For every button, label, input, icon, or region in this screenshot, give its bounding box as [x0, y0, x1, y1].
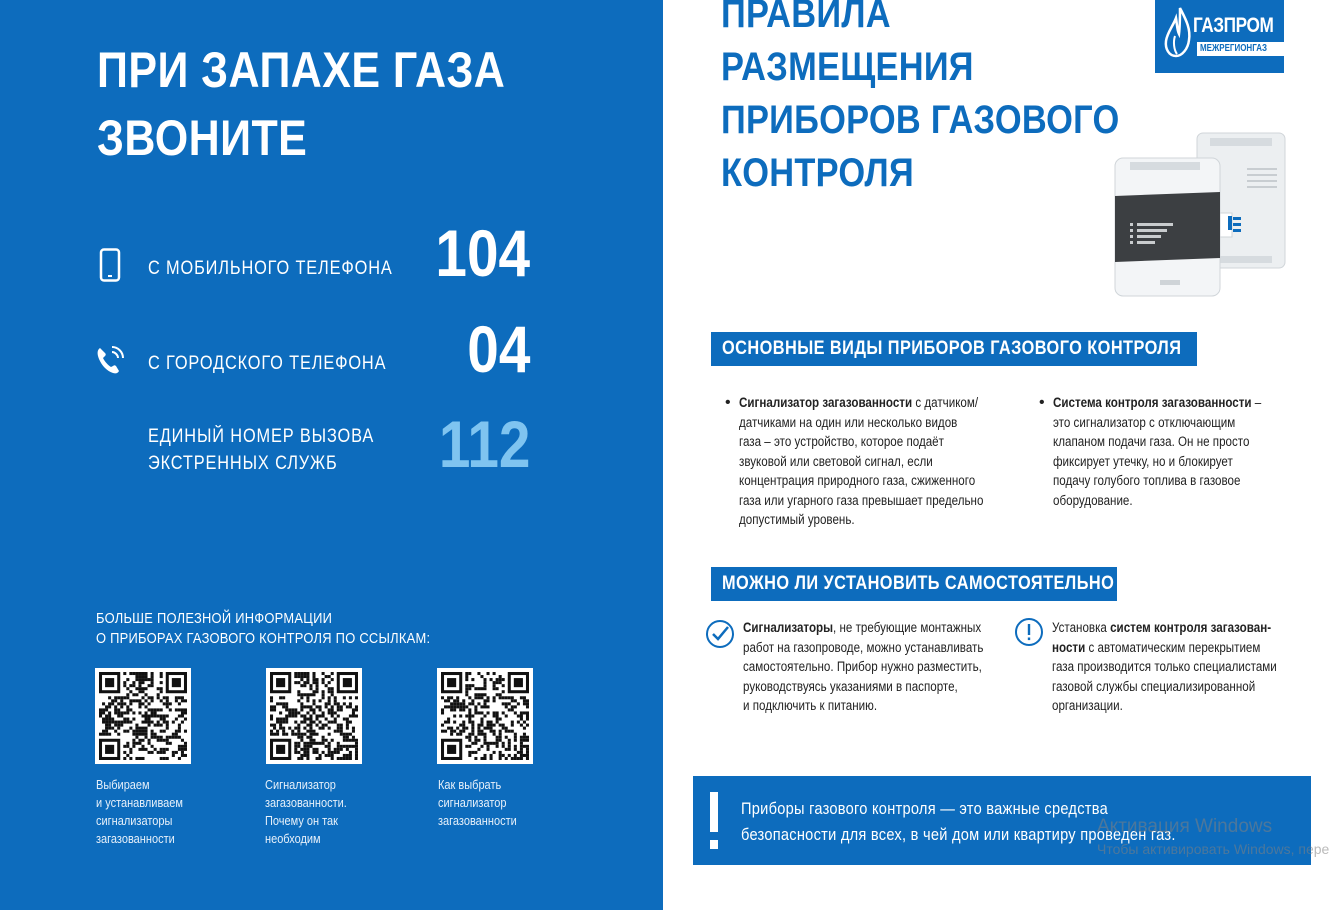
left-title-line2: ЗВОНИТЕ [97, 110, 308, 166]
qr-caption-3: Как выбрать сигнализатор загазованности [438, 778, 517, 828]
mobile-number: 104 [435, 216, 530, 290]
mobile-label: С МОБИЛЬНОГО ТЕЛЕФОНА [148, 258, 393, 279]
qr-code-3[interactable] [437, 668, 533, 764]
gazprom-logo [1155, 0, 1284, 73]
activation-title: Активация Windows [1097, 816, 1273, 837]
emergency-number: 112 [438, 407, 530, 481]
gas-detector-devices-illustration [1110, 128, 1290, 300]
qr-code-2[interactable] [266, 668, 362, 764]
exclamation-circle-icon [1014, 617, 1044, 647]
mobile-phone-icon [99, 248, 121, 282]
logo-sub: МЕЖРЕГИОНГАЗ [1197, 42, 1287, 56]
check-circle-icon [705, 619, 735, 649]
specialist-install-text: Установка систем контроля загазован- ности с автоматическим перекрытием газа производится только специалистами газовой службы специализированной организации. [1052, 620, 1277, 713]
landline-label: С ГОРОДСКОГО ТЕЛЕФОНА [148, 353, 387, 374]
qr-code-icon [441, 672, 529, 760]
qr-caption-1: Выбираем и устанавливаем сигнализаторы загазованности [96, 778, 183, 846]
section-types-heading: ОСНОВНЫЕ ВИДЫ ПРИБОРОВ ГАЗОВОГО КОНТРОЛЯ [711, 332, 1197, 366]
bullet-dot: • [1039, 394, 1045, 411]
windows-activation-watermark [1097, 816, 1341, 859]
notice-text: Приборы газового контроля — это важные средства безопасности для всех, в чей дом или квартиру проведен газ. [741, 799, 1176, 844]
section-self-install-heading: МОЖНО ЛИ УСТАНОВИТЬ САМОСТОЯТЕЛЬНО [711, 567, 1117, 601]
more-info-heading: БОЛЬШЕ ПОЛЕЗНОЙ ИНФОРМАЦИИ О ПРИБОРАХ ГАЗОВОГО КОНТРОЛЯ ПО ССЫЛКАМ: [96, 610, 431, 647]
qr-caption-2: Сигнализатор загазованности. Почему он так необходим [265, 778, 347, 846]
landline-number: 04 [466, 312, 530, 386]
landline-phone-icon [94, 344, 126, 376]
left-panel [0, 0, 663, 910]
qr-code-1[interactable] [95, 668, 191, 764]
qr-code-icon [270, 672, 358, 760]
emergency-label: ЕДИНЫЙ НОМЕР ВЫЗОВА ЭКСТРЕННЫХ СЛУЖБ [148, 426, 375, 474]
activation-subtitle: Чтобы активировать Windows, пере [1097, 841, 1330, 857]
left-title [97, 36, 572, 172]
flame-icon [1163, 6, 1193, 58]
bullet-signalizer: Сигнализатор загазованности с датчиком/ датчиками на один или несколько видов газа – это устройство, которое подаёт звуковой или световой сигнал, если концентрация природного газа, сжиженного газа или угарного газа превышает предельно допустимый уровень. [739, 395, 984, 527]
exclamation-icon [709, 792, 719, 850]
left-title-line1: ПРИ ЗАПАХЕ ГАЗА [97, 42, 506, 98]
right-title: ПРАВИЛА РАЗМЕЩЕНИЯ ПРИБОРОВ ГАЗОВОГО КОНТРОЛЯ [721, 0, 1120, 195]
logo-word: ГАЗПРОМ [1193, 14, 1274, 37]
bullet-dot: • [725, 394, 731, 411]
self-install-text: Сигнализаторы, не требующие монтажных работ на газопроводе, можно устанавливать самостоятельно. Прибор нужно разместить, руководствуясь указаниями в паспорте, и подключить к питанию. [743, 620, 984, 713]
bullet-control-system: Система контроля загазованности – это сигнализатор с отключающим клапаном подачи газа. Он не просто фиксирует утечку, но и блокирует подачу голубого топлива в газовое оборудование. [1053, 395, 1262, 508]
qr-code-icon [99, 672, 187, 760]
